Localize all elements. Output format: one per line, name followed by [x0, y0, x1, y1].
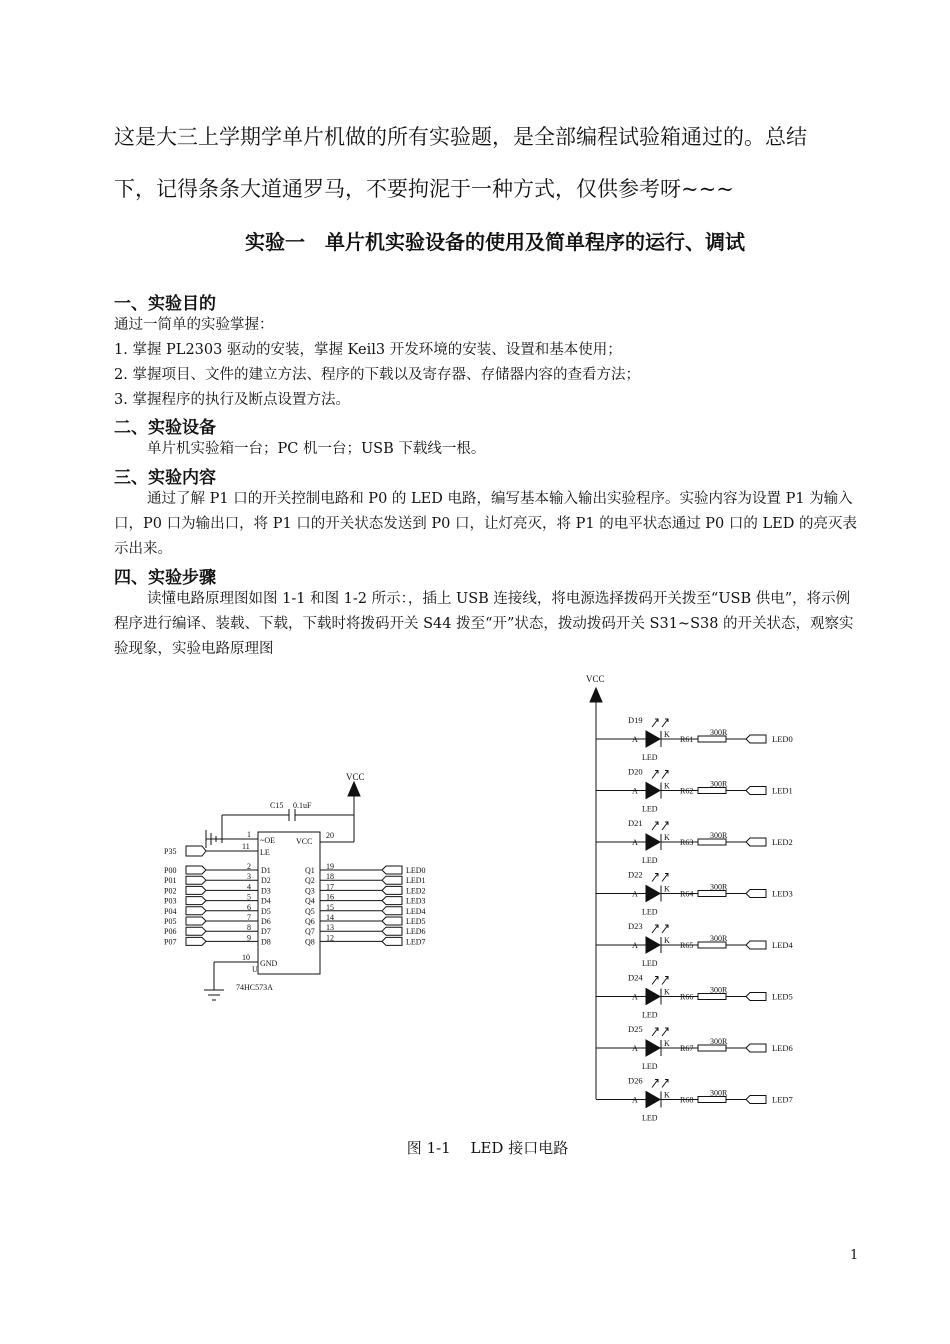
input-pin-number: 6 [247, 902, 251, 912]
input-pin-number: 4 [247, 882, 251, 892]
intro-paragraph [114, 111, 860, 215]
resistor-value: 300R [710, 1037, 728, 1046]
page-number: 1 [850, 1248, 859, 1263]
cathode-label: K [664, 987, 670, 997]
output-port-symbol [382, 937, 402, 945]
resistor-designator: R66 [680, 992, 694, 1002]
output-net-label: LED6 [406, 927, 426, 937]
output-pin-name: Q1 [305, 866, 315, 875]
led-net-label: LED5 [772, 991, 793, 1002]
section-4-heading: 四、实验步骤 [114, 568, 216, 588]
input-net-label: P07 [164, 937, 177, 947]
input-pin-number: 7 [247, 913, 251, 922]
input-pin-name: D1 [261, 866, 271, 875]
led-net-label: LED6 [772, 1043, 793, 1053]
output-net-label: LED3 [406, 896, 426, 906]
output-pin-name: Q6 [305, 917, 315, 926]
input-pin-number: 9 [247, 933, 251, 943]
led-net-port-symbol [746, 993, 766, 1001]
input-pin-number: 5 [247, 892, 251, 902]
anode-label: A [632, 889, 638, 899]
led-type-label: LED [642, 959, 658, 968]
anode-label: A [632, 838, 638, 847]
light-emission-arrows [652, 1080, 668, 1088]
resistor-designator: R64 [680, 889, 694, 899]
pin-vcc-number: 20 [326, 831, 334, 840]
led-diode-symbol [646, 1040, 660, 1056]
pin-gnd-number: 10 [242, 953, 250, 962]
input-pin-name: D7 [261, 927, 271, 937]
input-port-symbol [186, 897, 206, 905]
led-type-label: LED [642, 856, 658, 865]
section-1-heading: 一、实验目的 [114, 294, 216, 314]
led-net-label: LED4 [772, 940, 793, 950]
output-pin-number: 14 [326, 913, 334, 922]
p35-label: P35 [164, 847, 177, 856]
section-1-item: 1. 掌握 PL2303 驱动的安装，掌握 Keil3 开发环境的安装、设置和基本使用； [114, 342, 622, 358]
input-net-label: P03 [164, 896, 177, 906]
input-port-symbol [186, 937, 206, 945]
light-emission-arrows [652, 874, 668, 882]
output-pin-number: 15 [326, 902, 334, 912]
led-type-label: LED [642, 1113, 658, 1123]
resistor-designator: R67 [680, 1044, 694, 1053]
led-diode-symbol [646, 1092, 660, 1108]
input-net-label: P06 [164, 927, 177, 937]
led-net-label: LED1 [772, 785, 793, 796]
figure-caption: 图 1-1 LED 接口电路 [406, 1139, 569, 1157]
led-diode-symbol [646, 886, 660, 902]
input-pin-name: D6 [261, 917, 271, 926]
resistor-value: 300R [710, 779, 728, 789]
light-emission-arrows [652, 925, 668, 933]
section-2-body: 单片机实验箱一台；PC 机一台；USB 下载线一根。 [147, 441, 486, 457]
diode-designator: D19 [628, 715, 643, 725]
page-title: 实验一 单片机实验设备的使用及简单程序的运行、调试 [245, 230, 745, 254]
cathode-label: K [664, 1039, 670, 1048]
output-port-symbol [382, 886, 402, 894]
led-net-label: LED2 [772, 837, 793, 847]
resistor-designator: R65 [680, 941, 694, 950]
output-pin-name: Q3 [305, 886, 315, 896]
cathode-label: K [664, 833, 670, 842]
anode-label: A [632, 1095, 638, 1105]
capacitor-name: C15 [270, 801, 284, 810]
section-2-heading: 二、实验设备 [114, 418, 216, 438]
intro-line-1: 这是大三上学期学单片机做的所有实验题，是全部编程试验箱通过的。总结 [114, 125, 807, 149]
anode-label: A [632, 941, 638, 950]
output-pin-number: 13 [326, 923, 334, 933]
cathode-label: K [664, 884, 670, 894]
led-net-port-symbol [746, 941, 766, 949]
led-diode-symbol [646, 834, 660, 850]
output-pin-number: 17 [326, 882, 334, 892]
output-port-symbol [382, 866, 402, 874]
chip-u-label: U [252, 965, 258, 974]
resistor-value: 300R [710, 728, 728, 737]
output-pin-number: 18 [326, 872, 334, 882]
section-1-lead: 通过一简单的实验掌握： [114, 317, 274, 333]
led-vcc-label: VCC [586, 674, 605, 684]
led-net-port-symbol [746, 1044, 766, 1052]
output-net-label: LED2 [406, 886, 426, 896]
anode-label: A [632, 735, 638, 744]
output-pin-name: Q4 [305, 896, 315, 906]
diode-designator: D23 [628, 921, 643, 931]
output-pin-name: Q2 [305, 876, 315, 886]
anode-label: A [632, 992, 638, 1002]
output-pin-number: 16 [326, 892, 334, 902]
led-net-label: LED0 [772, 734, 793, 744]
led-net-port-symbol [746, 1096, 766, 1104]
output-port-symbol [382, 876, 402, 884]
resistor-value: 300R [710, 985, 728, 995]
resistor-designator: R63 [680, 838, 694, 847]
output-net-label: LED1 [406, 876, 426, 886]
latch-schematic [150, 760, 450, 1010]
input-pin-number: 3 [247, 872, 251, 882]
output-port-symbol [382, 927, 402, 935]
led-net-port-symbol [746, 787, 766, 795]
led-diode-symbol [646, 783, 660, 799]
latch-vcc-label: VCC [346, 772, 365, 782]
output-pin-number: 12 [326, 933, 334, 943]
section-1-item: 3. 掌握程序的执行及断点设置方法。 [114, 392, 350, 408]
input-net-label: P04 [164, 906, 177, 916]
pin-oe-number: 1 [247, 830, 251, 839]
resistor-value: 300R [710, 934, 728, 943]
input-pin-number: 2 [247, 862, 251, 871]
section-1-body [114, 313, 860, 413]
led-diode-symbol [646, 731, 660, 747]
diode-designator: D20 [628, 766, 643, 777]
led-diode-symbol [646, 937, 660, 953]
led-net-port-symbol [746, 890, 766, 898]
led-type-label: LED [642, 907, 658, 917]
led-net-label: LED7 [772, 1094, 793, 1105]
cathode-label: K [664, 936, 670, 945]
resistor-value: 300R [710, 831, 728, 840]
resistor-value: 300R [710, 1088, 728, 1098]
light-emission-arrows [652, 771, 668, 779]
cathode-label: K [664, 730, 670, 739]
output-pin-number: 19 [326, 862, 334, 871]
cathode-label: K [664, 781, 670, 791]
output-net-label: LED7 [406, 937, 426, 947]
input-pin-name: D4 [261, 896, 271, 906]
input-port-symbol [186, 876, 206, 884]
pin-gnd-label: GND [260, 959, 278, 968]
resistor-designator: R62 [680, 786, 694, 796]
input-pin-name: D8 [261, 937, 271, 947]
output-net-label: LED5 [406, 917, 426, 926]
cathode-label: K [664, 1090, 670, 1100]
input-net-label: P00 [164, 866, 177, 875]
diode-designator: D25 [628, 1024, 643, 1034]
capacitor-value: 0.1uF [293, 801, 312, 810]
pin-oe-label: ~OE [260, 836, 275, 845]
led-type-label: LED [642, 1010, 658, 1020]
input-pin-number: 8 [247, 923, 251, 933]
section-3-body: 通过了解 P1 口的开关控制电路和 P0 的 LED 电路，编写基本输入输出实验程序。实验内容为设置 P1 为输入口，P0 口为输出口，将 P1 口的开关状态发送到 P0 口，让灯亮灭，将 P1 的电平状态通过 P0 口的 LED 的亮灭表示出来。 [114, 491, 857, 557]
input-port-symbol [186, 886, 206, 894]
anode-label: A [632, 1044, 638, 1053]
led-net-label: LED3 [772, 888, 793, 899]
diode-designator: D24 [628, 972, 643, 983]
output-net-label: LED4 [406, 906, 426, 916]
resistor-designator: R68 [680, 1095, 694, 1105]
led-net-port-symbol [746, 838, 766, 846]
output-pin-name: Q8 [305, 937, 315, 947]
input-port-symbol [186, 866, 206, 874]
output-pin-name: Q5 [305, 906, 315, 916]
diode-designator: D26 [628, 1075, 643, 1086]
light-emission-arrows [652, 977, 668, 985]
section-3-heading: 三、实验内容 [114, 468, 216, 488]
light-emission-arrows [652, 1028, 668, 1036]
light-emission-arrows [652, 719, 668, 727]
pin-vcc-label: VCC [296, 837, 313, 846]
light-emission-arrows [652, 822, 668, 830]
anode-label: A [632, 786, 638, 796]
led-diode-symbol [646, 989, 660, 1005]
pin-le-number: 11 [242, 842, 250, 851]
input-pin-name: D2 [261, 876, 271, 886]
output-net-label: LED0 [406, 866, 426, 875]
chip-part-label: 74HC573A [236, 983, 273, 992]
led-array-schematic [580, 670, 810, 1130]
led-type-label: LED [642, 1062, 658, 1071]
diode-designator: D21 [628, 818, 643, 828]
section-4-body: 读懂电路原理图如图 1-1 和图 1-2 所示：，插上 USB 连接线，将电源选择拨码开关拨至“USB 供电”，将示例程序进行编译、装载、下载，下载时将拨码开关 S44 拨至“开”状态，拨动拨码开关 S31~S38 的开关状态，观察实验现象，实验电路原理图 [114, 591, 854, 657]
output-port-symbol [382, 917, 402, 925]
output-port-symbol [382, 897, 402, 905]
input-port-symbol [186, 917, 206, 925]
output-port-symbol [382, 907, 402, 915]
output-pin-name: Q7 [305, 927, 315, 937]
input-pin-name: D5 [261, 906, 271, 916]
input-net-label: P02 [164, 886, 177, 896]
led-net-port-symbol [746, 735, 766, 743]
section-1-item: 2. 掌握项目、文件的建立方法、程序的下载以及寄存器、存储器内容的查看方法； [114, 367, 640, 383]
resistor-value: 300R [710, 882, 728, 892]
intro-line-2: 下，记得条条大道通罗马，不要拘泥于一种方式，仅供参考呀~~~ [114, 177, 734, 201]
input-pin-name: D3 [261, 886, 271, 896]
input-port-symbol [186, 907, 206, 915]
diode-designator: D22 [628, 869, 643, 880]
led-type-label: LED [642, 804, 658, 814]
input-port-symbol [186, 927, 206, 935]
led-type-label: LED [642, 753, 658, 762]
pin-le-label: LE [260, 848, 270, 857]
input-net-label: P01 [164, 876, 177, 886]
resistor-designator: R61 [680, 735, 694, 744]
input-net-label: P05 [164, 917, 177, 926]
